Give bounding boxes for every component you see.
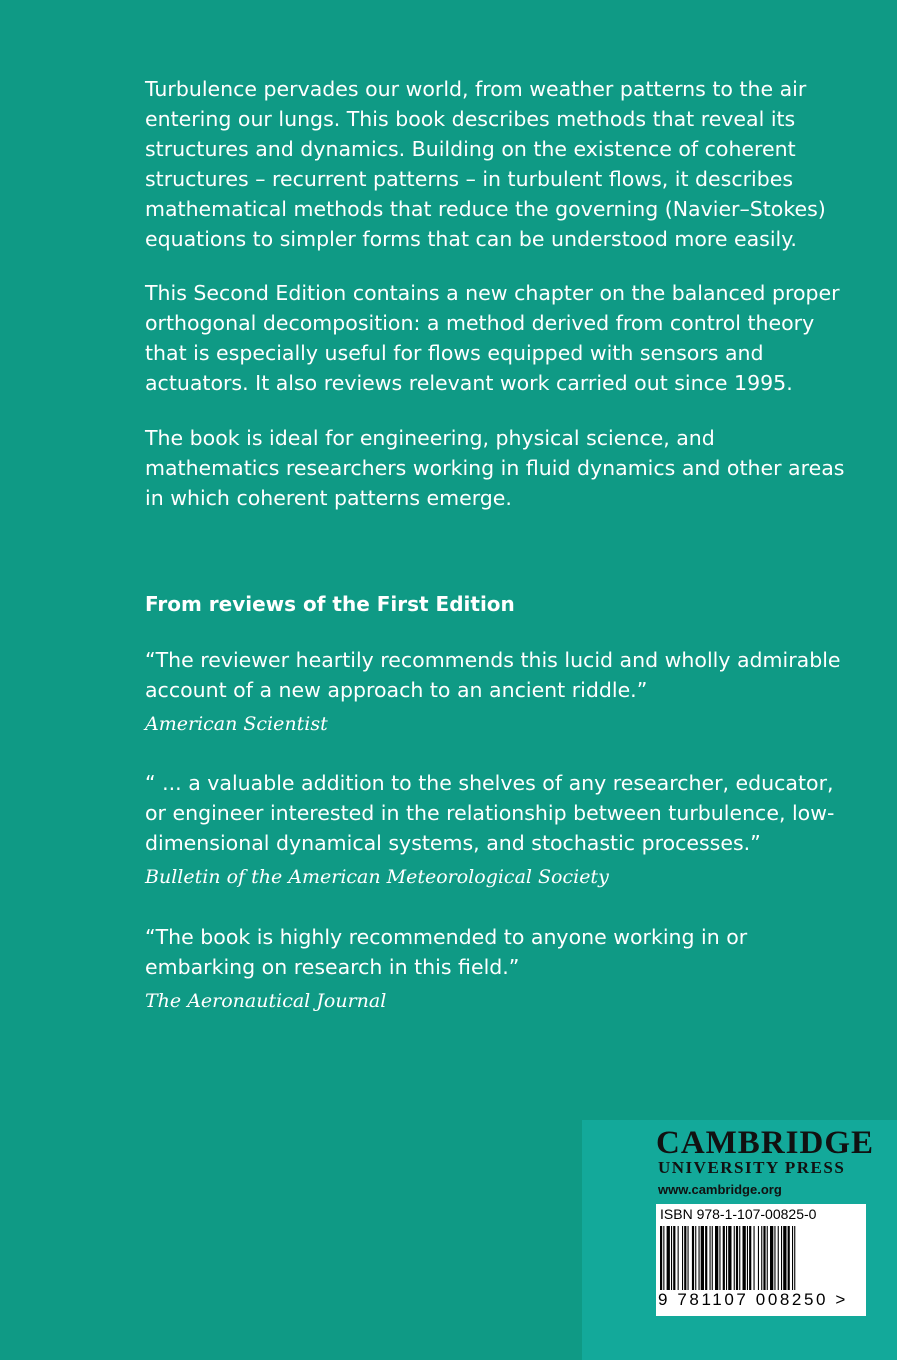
- description-paragraph-1: Turbulence pervades our world, from weather patterns to the air entering our lungs. This book describes methods that reveal its structures and dynamics. Building on the existence of coherent structures – recurrent patterns – in turbulent flows, it describes mathematical methods that reduce the governing (Navier–Stokes) equations to simpler forms that can be understood more easily.: [145, 77, 826, 251]
- review-quote-1: “The reviewer heartily recommends this lucid and wholly admirable account of a new approach to an ancient riddle.”: [145, 648, 841, 702]
- barcode-bars: [660, 1226, 850, 1290]
- publisher-url: www.cambridge.org: [658, 1182, 782, 1197]
- review-source-2: Bulletin of the American Meteorological Society: [145, 866, 609, 888]
- isbn-label: ISBN 978-1-107-00825-0: [660, 1206, 817, 1222]
- publisher-subtitle: UNIVERSITY PRESS: [658, 1158, 846, 1177]
- review-source-1: American Scientist: [145, 713, 328, 735]
- reviews-heading: From reviews of the First Edition: [145, 592, 515, 616]
- description-paragraph-2: This Second Edition contains a new chapter on the balanced proper orthogonal decomposition: a method derived from control theory that is especially useful for flows equipped with sensors and actuators. It also reviews relevant work carried out since 1995.: [145, 281, 840, 395]
- barcode-box: [656, 1204, 866, 1316]
- barcode-digits: 9 781107 008250 >: [658, 1290, 848, 1309]
- review-quote-3: “The book is highly recommended to anyone working in or embarking on research in this field.”: [145, 925, 748, 979]
- review-source-3: The Aeronautical Journal: [145, 990, 387, 1012]
- review-quote-2: “ ... a valuable addition to the shelves of any researcher, educator, or engineer interested in the relationship between turbulence, low-dimensional dynamical systems, and stochastic processes.”: [145, 771, 835, 855]
- publisher-logo: CAMBRIDGE: [656, 1125, 875, 1161]
- description-paragraph-3: The book is ideal for engineering, physical science, and mathematics researchers working in fluid dynamics and other areas in which coherent patterns emerge.: [145, 426, 845, 510]
